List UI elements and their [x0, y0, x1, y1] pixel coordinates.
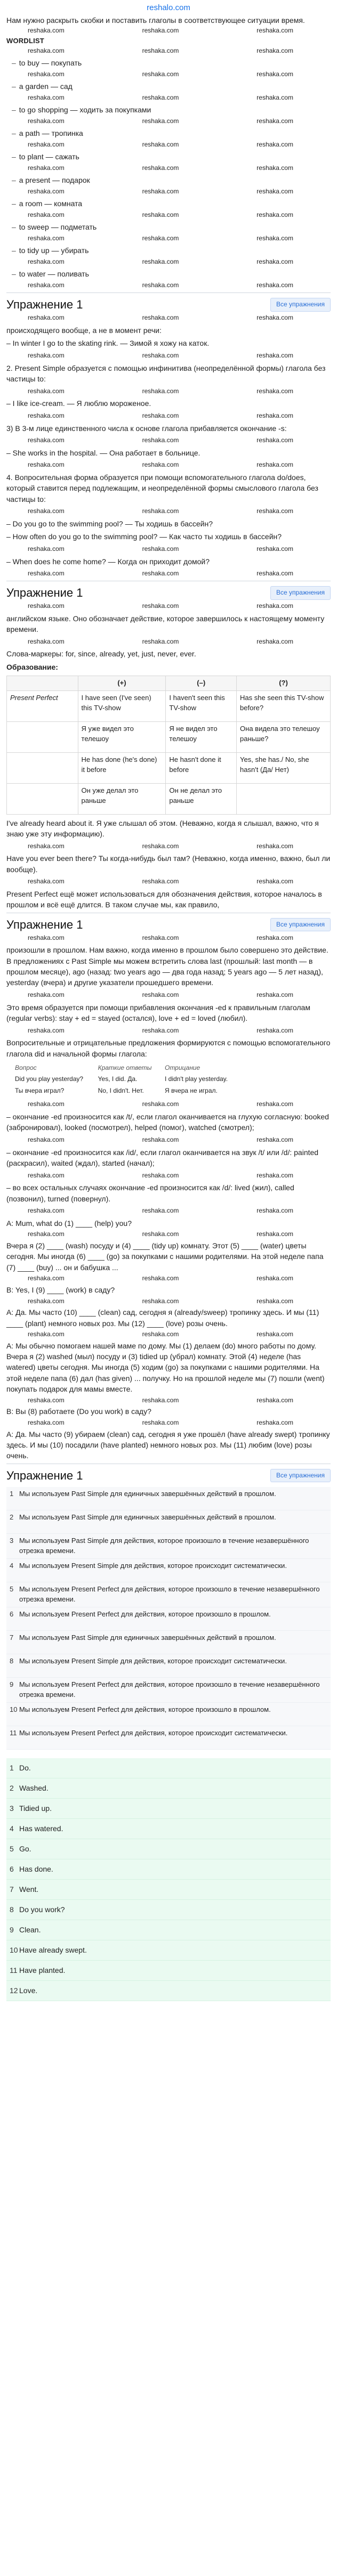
table-header-cell: (?) [237, 676, 331, 690]
watermark-text: reshaka.com [142, 258, 179, 266]
watermark-text: reshaka.com [142, 1418, 179, 1426]
watermark-text: reshaka.com [142, 1207, 179, 1215]
watermark-row [6, 507, 331, 516]
watermark-row [6, 569, 331, 579]
list-item: 8 Мы используем Present Simple для действия, которое происходит систематически. [6, 1654, 331, 1678]
watermark-text: reshaka.com [142, 141, 179, 149]
watermark-row [6, 164, 331, 173]
site-header[interactable] [6, 0, 331, 15]
watermark-text: reshaka.com [28, 990, 65, 998]
answer-item: 2 Washed. [6, 1778, 331, 1799]
watermark-text: reshaka.com [142, 281, 179, 289]
answer-item: 5 Go. [6, 1839, 331, 1859]
perfect-paragraph: I've already heard about it. Я уже слышал об этом. (Неважно, когда я слышал, важно, что я знаю уже эту информацию). [6, 818, 319, 839]
all-exercises-button[interactable]: Все упражнения [270, 918, 331, 931]
watermark-row [6, 386, 331, 396]
rule-line: – во всех остальных случаях окончание -ed произносится как /d/: lived (жил), called (позвонил), turned (повернул). [6, 1183, 294, 1203]
watermark-row [6, 1026, 331, 1035]
watermark-text: reshaka.com [28, 545, 65, 552]
task-line: B: Вы (8) работаете (Do you work) в саду? [6, 1407, 151, 1416]
explanation-text: Мы используем Past Simple для действия, которое произошло в течение незавершённого отрезка времени. [19, 1537, 309, 1555]
explanation-text: Мы используем Present Simple для действия, которое происходит систематически. [19, 1562, 287, 1570]
watermark-text: reshaka.com [256, 602, 293, 610]
watermark-text: reshaka.com [142, 1274, 179, 1282]
watermark-text: reshaka.com [28, 70, 65, 78]
watermark-text: reshaka.com [256, 94, 293, 102]
table-header-cell: Краткие ответы [98, 1063, 152, 1071]
explanation-list [6, 1487, 331, 1749]
watermark-row [6, 46, 331, 56]
watermark-text: reshaka.com [256, 117, 293, 125]
explanation-text: Мы используем Past Simple для единичных завершённых действий в прошлом. [19, 1513, 276, 1522]
answer-item: 4 Has watered. [6, 1819, 331, 1839]
watermark-text: reshaka.com [28, 258, 65, 266]
watermark-text: reshaka.com [28, 141, 65, 149]
watermark-text: reshaka.com [28, 188, 65, 196]
watermark-text: reshaka.com [256, 1330, 293, 1338]
watermark-text: reshaka.com [256, 47, 293, 55]
watermark-text: reshaka.com [142, 188, 179, 196]
watermark-text: reshaka.com [28, 1171, 65, 1179]
watermark-row [6, 1296, 331, 1306]
watermark-text: reshaka.com [142, 1135, 179, 1143]
table-cell: Я уже видел это телешоу [78, 721, 166, 752]
watermark-text: reshaka.com [256, 188, 293, 196]
watermark-text: reshaka.com [28, 1297, 65, 1305]
watermark-row [6, 436, 331, 445]
watermark-row [6, 841, 331, 851]
explanation-text: Мы используем Present Perfect для действия, которое произошло в прошлом. [19, 1610, 271, 1618]
list-item: 3 Мы используем Past Simple для действия, которое произошло в течение незавершённого отрезка времени. [6, 1534, 331, 1559]
wordlist-item: – to go shopping — ходить за покупками [6, 103, 331, 117]
watermark-text: reshaka.com [142, 461, 179, 469]
table-cell: Yes, she has./ No, she hasn't (Да/ Нет) [237, 752, 331, 783]
table-cell: I haven't seen this TV-show [166, 690, 237, 721]
watermark-text: reshaka.com [28, 1207, 65, 1215]
section-paragraph: Это время образуется при помощи прибавления окончания -ed к правильным глаголам (regular verbs): stay + ed = stayed (остался), love + ed = loved (любил). [6, 1003, 310, 1022]
watermark-text: reshaka.com [256, 258, 293, 266]
table-row [7, 752, 331, 783]
watermark-text: reshaka.com [142, 314, 179, 322]
watermark-text: reshaka.com [142, 1100, 179, 1108]
wordlist-item: – a room — комната [6, 197, 331, 210]
watermark-text: reshaka.com [256, 570, 293, 578]
watermark-text: reshaka.com [142, 117, 179, 125]
watermark-text: reshaka.com [256, 637, 293, 645]
watermark-text: reshaka.com [28, 570, 65, 578]
watermark-row [6, 1274, 331, 1283]
watermark-text: reshaka.com [28, 117, 65, 125]
table-header-cell [7, 676, 78, 690]
watermark-text: reshaka.com [28, 387, 65, 395]
watermark-row [6, 117, 331, 126]
answer-item: 6 Has done. [6, 1859, 331, 1880]
watermark-text: reshaka.com [256, 387, 293, 395]
section-paragraph: – In winter I go to the skating rink. — Зимой я хожу на каток. [6, 339, 210, 348]
watermark-text: reshaka.com [142, 351, 179, 359]
explanation-text: Мы используем Present Simple для действия, которое происходит систематически. [19, 1656, 287, 1665]
watermark-text: reshaka.com [256, 141, 293, 149]
explanation-text: Мы используем Present Perfect для действия, которое происходит систематически. [19, 1728, 288, 1737]
list-item: 10 Мы используем Present Perfect для действия, которое произошло в прошлом. [6, 1703, 331, 1726]
watermark-row [6, 234, 331, 243]
watermark-text: reshaka.com [256, 70, 293, 78]
section-paragraph: Образование: [6, 662, 58, 671]
watermark-text: reshaka.com [256, 1171, 293, 1179]
answer-item: 7 Went. [6, 1880, 331, 1900]
watermark-row [6, 1230, 331, 1239]
watermark-text: reshaka.com [256, 1100, 293, 1108]
table-row [12, 1074, 239, 1085]
answer-item: 9 Clean. [6, 1920, 331, 1940]
watermark-text: reshaka.com [142, 1171, 179, 1179]
table-row [7, 721, 331, 752]
watermark-text: reshaka.com [142, 47, 179, 55]
wordlist-item: – a garden — сад [6, 79, 331, 93]
rule-line: – окончание -ed произносится как /t/, если глагол оканчивается на глухую согласную: booked (забронировал), looked (посмотрел), helped (помог), watched (смотрел); [6, 1112, 329, 1132]
watermark-row [6, 1206, 331, 1216]
watermark-text: reshaka.com [256, 877, 293, 885]
explanation-text: Мы используем Present Perfect для действия, которое произошло в прошлом. [19, 1705, 271, 1713]
watermark-text: reshaka.com [142, 570, 179, 578]
table-cell: I didn't play yesterday. [164, 1075, 228, 1083]
table-header-cell: (+) [78, 676, 166, 690]
watermark-text: reshaka.com [256, 1207, 293, 1215]
watermark-text: reshaka.com [28, 1026, 65, 1034]
exercise-header [6, 913, 331, 933]
past-simple-table [12, 1062, 239, 1096]
table-cell [7, 783, 78, 814]
watermark-row [6, 1418, 331, 1428]
watermark-text: reshaka.com [28, 314, 65, 322]
table-cell: He hasn't done it before [166, 752, 237, 783]
perfect-paragraph: Have you ever been there? Ты когда-нибудь был там? (Неважно, когда именно, важно, был ли вообще). [6, 854, 331, 874]
site-logo-text[interactable]: reshalo.com [147, 3, 190, 12]
watermark-text: reshaka.com [28, 1330, 65, 1338]
watermark-text: reshaka.com [28, 234, 65, 242]
table-row [7, 783, 331, 814]
watermark-text: reshaka.com [256, 1418, 293, 1426]
answer-text: Clean. [19, 1925, 41, 1934]
watermark-text: reshaka.com [28, 507, 65, 515]
table-header-cell: Вопрос [15, 1063, 37, 1071]
section-paragraph: происходящего вообще, а не в момент речи: [6, 326, 162, 335]
watermark-row [6, 602, 331, 611]
watermark-row [6, 26, 331, 35]
watermark-text: reshaka.com [256, 461, 293, 469]
watermark-text: reshaka.com [142, 94, 179, 102]
section-paragraph: – She works in the hospital. — Она работает в больнице. [6, 448, 200, 457]
watermark-row [6, 281, 331, 290]
answer-item: 3 Tidied up. [6, 1799, 331, 1819]
watermark-text: reshaka.com [28, 842, 65, 850]
exercise-header [6, 1464, 331, 1484]
watermark-text: reshaka.com [28, 351, 65, 359]
wordlist-item: – to sweep — подметать [6, 220, 331, 234]
section-paragraph: – When does he come home? — Когда он приходит домой? [6, 557, 210, 566]
watermark-text: reshaka.com [142, 507, 179, 515]
perfect-paragraph: Present Perfect ещё может использоваться для обозначения действия, которое началось в прошлом и всё ещё длится. В таком случае мы, как правило, [6, 890, 322, 909]
watermark-text: reshaka.com [142, 1330, 179, 1338]
section-paragraph: произошли в прошлом. Нам важно, когда именно в прошлом было совершено это действие. В предложениях с Past Simple мы можем встретить слова last (прошлый: last month — в прошлом месяце), ago (назад: two years ago — два года назад; 5 years ago — 5 лет назад), yesterday (вчера) и другие указатели прошедшего времени. [6, 946, 328, 987]
watermark-text: reshaka.com [142, 1396, 179, 1404]
section-paragraph: 4. Вопросительная форма образуется при помощи вспомогательного глагола do/does, который ставится перед подлежащим, и неопределённой формы смыслового глагола без частицы to: [6, 473, 318, 503]
answer-text: Tidied up. [19, 1803, 52, 1813]
wordlist-item: – a path — тропинка [6, 126, 331, 140]
watermark-row [6, 313, 331, 323]
watermark-row [6, 257, 331, 267]
watermark-text: reshaka.com [142, 545, 179, 552]
intro-text: Нам нужно раскрыть скобки и поставить глаголы в соответствующее ситуации время. [6, 16, 305, 25]
watermark-text: reshaka.com [142, 842, 179, 850]
watermark-text: reshaka.com [256, 281, 293, 289]
explanation-text: Мы используем Present Perfect для действия, которое произошло в течение незавершённого отрезка времени. [19, 1680, 320, 1699]
watermark-row [6, 545, 331, 554]
watermark-text: reshaka.com [28, 47, 65, 55]
section-paragraph: 3) В 3-м лице единственного числа к основе глагола прибавляется окончание -s: [6, 424, 287, 433]
watermark-row [6, 140, 331, 150]
watermark-text: reshaka.com [142, 1297, 179, 1305]
task-line: A: Мы обычно помогаем нашей маме по дому. Мы (1) делаем (do) много работы по дому. Вчера я (2) washed (мыл) посуду и (3) tidied up (убрал) комнату. Этой (4) неделе (has watered) цветы сегодня. Мы иногда (5) ходим (go) за покупками с нашими родителями. На этой неделе папа (6) дал (has given) ... получку. Но на прошлой неделе мы (7) пошли (went) покупать подарок для мамы вместе. [6, 1341, 325, 1394]
all-exercises-button[interactable]: Все упражнения [270, 1469, 331, 1482]
watermark-text: reshaka.com [28, 461, 65, 469]
table-cell: Has she seen this TV-show before? [237, 690, 331, 721]
watermark-text: reshaka.com [142, 387, 179, 395]
watermark-text: reshaka.com [142, 637, 179, 645]
watermark-text: reshaka.com [142, 1026, 179, 1034]
watermark-text: reshaka.com [28, 1418, 65, 1426]
section-paragraph: Слова-маркеры: for, since, already, yet, just, never, ever. [6, 649, 196, 659]
watermark-row [6, 1135, 331, 1145]
watermark-text: reshaka.com [256, 1230, 293, 1238]
watermark-row [6, 460, 331, 470]
all-exercises-button[interactable]: Все упражнения [270, 586, 331, 599]
watermark-text: reshaka.com [256, 26, 293, 34]
watermark-text: reshaka.com [256, 842, 293, 850]
answer-item: 12 Love. [6, 1981, 331, 2001]
answer-text: Do. [19, 1763, 31, 1772]
watermark-text: reshaka.com [256, 436, 293, 444]
watermark-text: reshaka.com [256, 933, 293, 941]
answer-text: Have planted. [19, 1965, 66, 1974]
watermark-text: reshaka.com [256, 1396, 293, 1404]
list-item: 6 Мы используем Present Perfect для действия, которое произошло в прошлом. [6, 1607, 331, 1631]
watermark-text: reshaka.com [142, 990, 179, 998]
watermark-row [6, 351, 331, 361]
table-cell: Я вчера не играл. [164, 1086, 218, 1094]
watermark-row [6, 637, 331, 646]
watermark-text: reshaka.com [142, 436, 179, 444]
watermark-text: reshaka.com [28, 411, 65, 419]
answer-text: Have already swept. [19, 1945, 87, 1954]
table-cell: Yes, I did. Да. [98, 1075, 138, 1083]
watermark-text: reshaka.com [28, 94, 65, 102]
task-line: B: Yes, I (9) ____ (work) в саду? [6, 1286, 115, 1294]
table-cell: Он уже делал это раньше [78, 783, 166, 814]
watermark-text: reshaka.com [28, 164, 65, 172]
watermark-text: reshaka.com [28, 1274, 65, 1282]
table-header-cell: Отрицание [164, 1063, 200, 1071]
section-paragraph: – I like ice-cream. — Я люблю мороженое. [6, 399, 151, 408]
table-cell: Did you play yesterday? [15, 1075, 84, 1083]
watermark-text: reshaka.com [142, 411, 179, 419]
watermark-text: reshaka.com [28, 211, 65, 219]
watermark-row [6, 1171, 331, 1180]
watermark-text: reshaka.com [142, 26, 179, 34]
watermark-text: reshaka.com [256, 990, 293, 998]
wordlist [6, 56, 331, 290]
task-line: A: Mum, what do (1) ____ (help) you? [6, 1218, 132, 1228]
watermark-text: reshaka.com [28, 637, 65, 645]
watermark-text: reshaka.com [256, 1026, 293, 1034]
explanation-text: Мы используем Present Perfect для действия, которое произошло в течение незавершённого отрезка времени. [19, 1585, 320, 1603]
answer-text: Has done. [19, 1864, 53, 1873]
watermark-text: reshaka.com [28, 933, 65, 941]
watermark-text: reshaka.com [28, 877, 65, 885]
watermark-text: reshaka.com [142, 877, 179, 885]
exercise-header [6, 292, 331, 313]
exercise-title: Упражнение 1 [6, 1468, 83, 1482]
watermark-text: reshaka.com [28, 1396, 65, 1404]
task-dialogue [6, 1218, 331, 1461]
all-exercises-button[interactable]: Все упражнения [270, 298, 331, 311]
watermark-text: reshaka.com [256, 164, 293, 172]
watermark-text: reshaka.com [256, 314, 293, 322]
answer-text: Went. [19, 1884, 39, 1894]
list-item: 7 Мы используем Past Simple для единичных завершённых действий в прошлом. [6, 1631, 331, 1654]
exercise-header [6, 581, 331, 602]
table-cell: I have seen (I've seen) this TV-show [78, 690, 166, 721]
watermark-text: reshaka.com [28, 1100, 65, 1108]
answer-item: 1 Do. [6, 1758, 331, 1778]
watermark-text: reshaka.com [28, 281, 65, 289]
watermark-text: reshaka.com [256, 351, 293, 359]
watermark-row [6, 877, 331, 887]
table-cell: Он не делал это раньше [166, 783, 237, 814]
answer-item: 11 Have planted. [6, 1961, 331, 1981]
watermark-text: reshaka.com [28, 602, 65, 610]
watermark-row [6, 990, 331, 1000]
exercise-title: Упражнение 1 [6, 917, 83, 931]
table-cell [7, 752, 78, 783]
list-item: 9 Мы используем Present Perfect для действия, которое произошло в течение незавершённого отрезка времени. [6, 1678, 331, 1703]
watermark-text: reshaka.com [28, 26, 65, 34]
watermark-text: reshaka.com [256, 507, 293, 515]
watermark-row [6, 210, 331, 220]
watermark-text: reshaka.com [142, 602, 179, 610]
watermark-text: reshaka.com [142, 1230, 179, 1238]
table-cell: He has done (he's done) it before [78, 752, 166, 783]
table-cell [237, 783, 331, 814]
answer-item: 8 Do you work? [6, 1900, 331, 1920]
table-row [12, 1085, 239, 1096]
list-item: 1 Мы используем Past Simple для единичных завершённых действий в прошлом. [6, 1487, 331, 1510]
answer-item: 10 Have already swept. [6, 1940, 331, 1961]
section-paragraph: – How often do you go to the swimming pool? — Как часто ты ходишь в бассейн? [6, 532, 282, 541]
watermark-row [6, 1100, 331, 1109]
watermark-text: reshaka.com [256, 234, 293, 242]
task-line: Вчера я (2) ____ (wash) посуду и (4) ____ (tidy up) комнату. Этот (5) ____ (water) цветы сегодня. Мы иногда (6) ____ (go) за покупками с нашими родителями. На этой неделе папа (7) ____ (buy) ... он и бабушка ... [6, 1241, 324, 1272]
rule-line: – окончание -ed произносится как /id/, если глагол оканчивается на звук /t/ или /d/: painted (раскрасил), waited (ждал), started (начал); [6, 1148, 319, 1167]
watermark-text: reshaka.com [256, 411, 293, 419]
task-line: A: Да. Мы часто (9) убираем (clean) сад, сегодня я уже прошёл (have already swept) тропинку здесь. И мы (10) посадили (have planted) немного новых роз. Мы (11) любим (love) розы очень. [6, 1429, 330, 1460]
watermark-text: reshaka.com [142, 164, 179, 172]
wordlist-title: WORDLIST [6, 37, 44, 45]
watermark-text: reshaka.com [142, 234, 179, 242]
explanation-text: Мы используем Past Simple для единичных завершённых действий в прошлом. [19, 1633, 276, 1642]
table-row [7, 690, 331, 721]
wordlist-item: – to buy — покупать [6, 56, 331, 70]
answer-text: Love. [19, 1986, 38, 1995]
answer-text: Has watered. [19, 1824, 63, 1833]
explanation-text: Мы используем Past Simple для единичных завершённых действий в прошлом. [19, 1490, 276, 1498]
table-cell: Ты вчера играл? [15, 1086, 65, 1094]
list-item: 5 Мы используем Present Perfect для действия, которое произошло в течение незавершённого отрезка времени. [6, 1582, 331, 1607]
section-paragraph: – Do you go to the swimming pool? — Ты ходишь в бассейн? [6, 519, 213, 528]
section-paragraph: Вопросительные и отрицательные предложения формируются с помощью вспомогательного глагола did и начальной формы глагола: [6, 1038, 331, 1058]
watermark-text: reshaka.com [142, 933, 179, 941]
wordlist-item: – to water — поливать [6, 267, 331, 281]
watermark-text: reshaka.com [28, 1135, 65, 1143]
table-cell: No, I didn't. Нет. [98, 1086, 144, 1094]
answer-text: Go. [19, 1844, 31, 1853]
watermark-row [6, 1330, 331, 1339]
watermark-row [6, 933, 331, 942]
task-line: A: Да. Мы часто (10) ____ (clean) сад, сегодня я (already/sweep) тропинку здесь. И мы (11) ____ (plant) немного новых роз. Мы (12) ____ (love) розы очень. [6, 1308, 319, 1328]
watermark-text: reshaka.com [256, 1135, 293, 1143]
watermark-text: reshaka.com [142, 70, 179, 78]
answer-text: Do you work? [19, 1905, 65, 1914]
wordlist-item: – to tidy up — убирать [6, 243, 331, 257]
table-header-cell: (–) [166, 676, 237, 690]
section-paragraph: 2. Present Simple образуется с помощью инфинитива (неопределённой формы) глагола без частицы to: [6, 363, 326, 383]
watermark-text: reshaka.com [256, 211, 293, 219]
watermark-row [6, 411, 331, 421]
watermark-row [6, 1395, 331, 1405]
list-item: 11 Мы используем Present Perfect для действия, которое происходит систематически. [6, 1726, 331, 1750]
watermark-text: reshaka.com [256, 1297, 293, 1305]
watermark-text: reshaka.com [142, 211, 179, 219]
table-cell: Она видела это телешоу раньше? [237, 721, 331, 752]
watermark-text: reshaka.com [28, 1230, 65, 1238]
watermark-row [6, 187, 331, 197]
wordlist-item: – a present — подарок [6, 173, 331, 187]
answer-list [6, 1758, 331, 2001]
section-paragraph: английском языке. Оно обозначает действие, которое завершилось к настоящему моменту времени. [6, 614, 325, 634]
answer-text: Washed. [19, 1783, 49, 1792]
watermark-row [6, 93, 331, 103]
table-cell: Я не видел это телешоу [166, 721, 237, 752]
present-perfect-table [6, 676, 331, 815]
watermark-text: reshaka.com [256, 545, 293, 552]
list-item: 2 Мы используем Past Simple для единичных завершённых действий в прошлом. [6, 1510, 331, 1534]
watermark-text: reshaka.com [256, 1274, 293, 1282]
wordlist-item: – to plant — сажать [6, 150, 331, 164]
exercise-title: Упражнение 1 [6, 298, 83, 312]
table-cell: Present Perfect [7, 690, 78, 721]
watermark-text: reshaka.com [28, 436, 65, 444]
list-item: 4 Мы используем Present Simple для действия, которое происходит систематически. [6, 1559, 331, 1582]
watermark-row [6, 70, 331, 79]
table-cell [7, 721, 78, 752]
exercise-title: Упражнение 1 [6, 586, 83, 599]
